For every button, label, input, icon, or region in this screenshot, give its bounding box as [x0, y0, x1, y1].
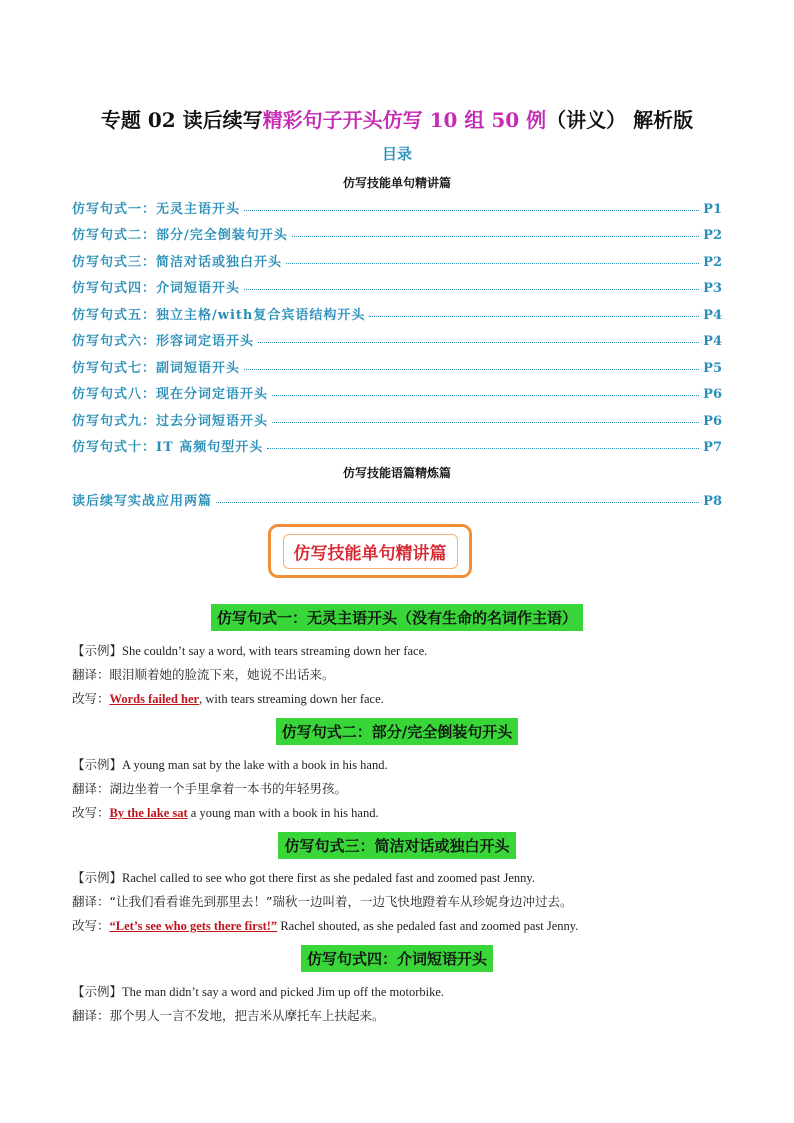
toc-leader — [244, 210, 699, 211]
toc-item-page: P4 — [703, 334, 722, 349]
toc-item[interactable] — [72, 357, 722, 377]
rewrite-tag: 改写： — [72, 691, 110, 706]
toc-item-page: P5 — [703, 361, 722, 376]
toc-leader — [272, 422, 699, 423]
example-tag: 【示例】 — [72, 643, 123, 658]
example-tag: 【示例】 — [72, 984, 123, 999]
toc-item-page: P4 — [703, 308, 722, 323]
toc-item-page: P6 — [703, 414, 722, 429]
document-title — [0, 104, 794, 133]
section-banner-label: 仿写技能单句精讲篇 — [283, 534, 458, 569]
rewrite-line — [72, 803, 732, 821]
example-line — [72, 868, 732, 886]
rewrite-highlight: Words failed her — [109, 692, 200, 706]
toc-leader — [272, 395, 699, 396]
toc-item-page: P1 — [703, 202, 722, 217]
toc-item-page: P8 — [703, 494, 722, 509]
toc-leader — [286, 263, 699, 264]
title-part1: 专题 02 读后续写 — [100, 108, 263, 132]
toc-item-label: 仿写句式九：过去分词短语开头 — [72, 414, 269, 429]
title-part2: 精彩句子开头仿写 10 组 50 例 — [262, 108, 547, 132]
translation-text: 湖边坐着一个手里拿着一本书的年轻男孩。 — [109, 781, 348, 796]
translation-tag: 翻译： — [72, 781, 110, 796]
toc-leader — [267, 448, 699, 449]
rewrite-text: a young man with a book in his hand. — [187, 806, 379, 820]
example-line — [72, 641, 732, 659]
toc-item-label: 仿写句式六：形容词定语开头 — [72, 334, 255, 349]
translation-tag: 翻译： — [72, 667, 110, 682]
toc-item[interactable] — [72, 436, 722, 456]
example-text: The man didn’t say a word and picked Jim up off the motorbike. — [122, 985, 445, 999]
translation-text: “让我们看看谁先到那里去！”瑞秋一边叫着，一边飞快地蹬着车从珍妮身边冲过去。 — [109, 894, 573, 909]
rewrite-text: , with tears streaming down her face. — [199, 692, 384, 706]
toc-item-label: 仿写句式七：副词短语开头 — [72, 361, 241, 376]
section-heading-label: 仿写句式二：部分/完全倒装句开头 — [276, 718, 518, 745]
toc-item[interactable] — [72, 330, 722, 350]
example-tag: 【示例】 — [72, 870, 123, 885]
rewrite-text: Rachel shouted, as she pedaled fast and zoomed past Jenny. — [277, 919, 579, 933]
section-heading — [0, 604, 794, 631]
translation-tag: 翻译： — [72, 1008, 110, 1023]
example-tag: 【示例】 — [72, 757, 123, 772]
section-heading — [0, 718, 794, 745]
translation-text: 那个男人一言不发地，把吉米从摩托车上扶起来。 — [109, 1008, 385, 1023]
toc-item[interactable] — [72, 410, 722, 430]
toc-item-label: 仿写句式三：简洁对话或独白开头 — [72, 255, 283, 270]
rewrite-line — [72, 689, 732, 707]
rewrite-line — [72, 916, 732, 934]
toc-item-label: 仿写句式八：现在分词定语开头 — [72, 387, 269, 402]
example-text: Rachel called to see who got there first as she pedaled fast and zoomed past Jenny. — [122, 871, 535, 885]
section-heading-label: 仿写句式四：介词短语开头 — [301, 945, 493, 972]
toc-leader — [244, 369, 699, 370]
toc-item[interactable] — [72, 490, 722, 510]
toc-item-page: P3 — [703, 281, 722, 296]
example-line — [72, 982, 732, 1000]
translation-tag: 翻译： — [72, 894, 110, 909]
toc-item-page: P2 — [703, 228, 722, 243]
section-heading — [0, 945, 794, 972]
toc-heading: 目录 — [381, 145, 412, 163]
title-part3: （讲义） 解析版 — [546, 108, 694, 132]
toc-section2-heading: 仿写技能语篇精炼篇 — [342, 466, 451, 480]
section-heading-label: 仿写句式三：简洁对话或独白开头 — [278, 832, 515, 859]
toc-item-label: 仿写句式一：无灵主语开头 — [72, 202, 241, 217]
example-text: A young man sat by the lake with a book in his hand. — [122, 758, 388, 772]
toc-item-page: P6 — [703, 387, 722, 402]
toc-item-label: 读后续写实战应用两篇 — [72, 494, 213, 509]
toc-leader — [292, 236, 699, 237]
example-text: She couldn’t say a word, with tears streaming down her face. — [122, 644, 428, 658]
toc-item-label: 仿写句式二：部分/完全倒装句开头 — [72, 228, 288, 243]
section-heading-label: 仿写句式一：无灵主语开头（没有生命的名词作主语） — [211, 604, 583, 631]
toc-leader — [369, 316, 699, 317]
toc-item[interactable] — [72, 383, 722, 403]
toc-item-label: 仿写句式十：IT 高频句型开头 — [72, 440, 264, 455]
toc-item[interactable] — [72, 251, 722, 271]
rewrite-highlight: By the lake sat — [109, 806, 188, 820]
toc-item-page: P2 — [703, 255, 722, 270]
toc-item[interactable] — [72, 304, 722, 324]
translation-line — [72, 1006, 732, 1024]
toc-leader — [258, 342, 699, 343]
rewrite-tag: 改写： — [72, 918, 110, 933]
rewrite-tag: 改写： — [72, 805, 110, 820]
toc-item[interactable] — [72, 277, 722, 297]
toc-leader — [244, 289, 699, 290]
toc-item-label: 仿写句式五：独立主格/with复合宾语结构开头 — [72, 308, 366, 323]
section-heading — [0, 832, 794, 859]
toc-leader — [216, 502, 699, 503]
translation-line — [72, 892, 732, 910]
toc-section1-heading: 仿写技能单句精讲篇 — [342, 176, 451, 190]
translation-line — [72, 779, 732, 797]
toc-item-label: 仿写句式四：介词短语开头 — [72, 281, 241, 296]
section-banner — [268, 524, 472, 578]
translation-text: 眼泪顺着她的脸流下来，她说不出话来。 — [109, 667, 335, 682]
translation-line — [72, 665, 732, 683]
rewrite-highlight: “Let’s see who gets there first!” — [109, 919, 278, 933]
toc-item[interactable] — [72, 198, 722, 218]
toc-item-page: P7 — [703, 440, 722, 455]
example-line — [72, 755, 732, 773]
toc-item[interactable] — [72, 224, 722, 244]
